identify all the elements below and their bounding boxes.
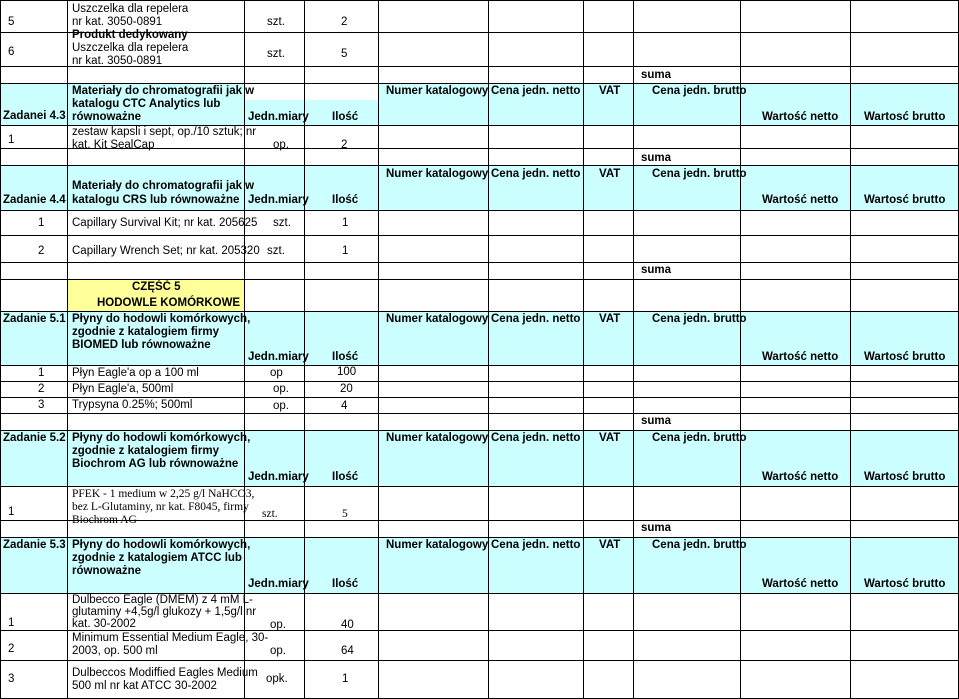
task52-item1: PFEK - 1 medium w 2,25 g/l NaHCO3, — [72, 488, 255, 500]
header-value-gross: Wartosć brutto — [864, 111, 946, 123]
header-qty: Ilość — [332, 194, 359, 206]
header-unit: Jedn.miary — [248, 351, 309, 363]
task53-item1-lp: 1 — [8, 617, 15, 629]
row5-qty: 2 — [341, 16, 348, 28]
task44-item2-unit: szt. — [267, 245, 285, 257]
header-catalog: Numer katalogowy — [386, 432, 489, 444]
task53-item1-desc-a: Dulbecco Eagle (DMEM) z 4 mM L- — [72, 594, 253, 606]
task53-label: Zadanie 5.3 — [3, 539, 66, 551]
suma-label: suma — [641, 264, 672, 276]
task52-item-qty: 5 — [342, 508, 348, 520]
task44-label: Zadanie 4.4 — [3, 194, 66, 206]
task53-item2-desc-b: 2003, op. 500 ml — [72, 645, 158, 657]
header-value-net: Wartość netto — [762, 351, 839, 363]
task53-item1-unit: op. — [270, 619, 286, 631]
task52-label: Zadanie 5.2 — [3, 432, 66, 444]
task51-item2-lp: 2 — [38, 383, 45, 395]
row6-lp: 6 — [8, 46, 15, 58]
header-catalog: Numer katalogowy — [386, 313, 489, 325]
task44-item1-qty: 1 — [342, 217, 349, 229]
task43-item-qty: 2 — [341, 139, 348, 151]
header-qty: Ilość — [332, 471, 359, 483]
task53-item2-unit: op. — [270, 645, 286, 657]
task44-title2: katalogu CRS lub równoważne — [72, 194, 240, 206]
suma-label: suma — [641, 415, 672, 427]
task43-item1: zestaw kapsli i sept, op./10 sztuk; nr — [72, 126, 257, 138]
task44-item1-unit: szt. — [273, 217, 291, 229]
task43-label: Zadanei 4.3 — [3, 110, 66, 122]
suma-label: suma — [641, 522, 672, 534]
header-unit-gross: Cena jedn. brutto — [652, 539, 747, 551]
task53-item3-qty: 1 — [342, 673, 349, 685]
task52-item-lp: 1 — [8, 506, 15, 518]
row6-desc2: nr kat. 3050-0891 — [72, 55, 163, 67]
task43-item-lp: 1 — [8, 134, 15, 146]
header-value-net: Wartość netto — [762, 111, 839, 123]
task51-item1-lp: 1 — [38, 367, 45, 379]
header-value-net: Wartość netto — [762, 578, 839, 590]
header-value-gross: Wartosć brutto — [864, 578, 946, 590]
header-vat: VAT — [599, 539, 621, 551]
header-vat: VAT — [599, 313, 621, 325]
task53-item3-unit: opk. — [266, 673, 288, 685]
header-unit: Jedn.miary — [248, 111, 309, 123]
header-qty: Ilość — [332, 351, 359, 363]
header-value-net: Wartość netto — [762, 194, 839, 206]
task43-title3: równoważne — [72, 111, 142, 123]
task52-item3: Biochrom AG — [72, 514, 137, 526]
task52-title3: Biochrom AG lub równoważne — [72, 458, 239, 470]
header-unit: Jedn.miary — [248, 471, 309, 483]
row5-lp: 5 — [8, 16, 15, 28]
header-unit-gross: Cena jedn. brutto — [652, 313, 747, 325]
header-vat: VAT — [599, 85, 621, 97]
suma-label: suma — [641, 152, 672, 164]
header-vat: VAT — [599, 168, 621, 180]
row6-unit: szt. — [267, 48, 285, 60]
task44-item1-desc: Capillary Survival Kit; nr kat. 205625 — [72, 217, 258, 229]
task43-item-unit: op. — [273, 139, 289, 151]
task43-title1: Materiały do chromatografii jak w — [72, 85, 255, 97]
task43-item2: kat. Kit SealCap — [72, 139, 155, 151]
task44-item2-desc: Capillary Wrench Set; nr kat. 205320 — [72, 245, 260, 257]
header-value-net: Wartość netto — [762, 471, 839, 483]
header-qty: Ilość — [332, 111, 359, 123]
header-unit-gross: Cena jedn. brutto — [652, 168, 747, 180]
header-qty: Ilość — [332, 578, 359, 590]
task51-item1-desc: Płyn Eagle'a op a 100 ml — [72, 367, 199, 379]
task51-item1-qty: 100 — [337, 366, 357, 378]
task52-item2: bez L-Glutaminy, nr kat. F8045, firmy — [72, 501, 249, 513]
header-catalog: Numer katalogowy — [386, 539, 489, 551]
task53-item2-lp: 2 — [8, 643, 15, 655]
row5-desc2: nr kat. 3050-0891 — [72, 16, 163, 28]
task52-title1: Płyny do hodowli komórkowych, — [72, 432, 251, 444]
task51-item3-lp: 3 — [38, 399, 45, 411]
task44-item2-qty: 1 — [342, 245, 349, 257]
header-unit: Jedn.miary — [248, 194, 309, 206]
task44-title1: Materiały do chromatografii jak w — [72, 180, 255, 192]
header-catalog: Numer katalogowy — [386, 168, 489, 180]
task51-title3: BIOMED lub równoważne — [72, 339, 211, 351]
header-value-gross: Wartosć brutto — [864, 471, 946, 483]
row6-qty: 5 — [341, 48, 348, 60]
task44-item1-lp: 1 — [38, 217, 45, 229]
header-catalog: Numer katalogowy — [386, 85, 489, 97]
row5-unit: szt. — [267, 16, 285, 28]
dedicated-note: Produkt dedykowany — [72, 29, 188, 41]
task52-item-unit: szt. — [262, 508, 278, 520]
header-unit-net: Cena jedn. netto — [491, 85, 581, 97]
task53-item2-desc-a: Minimum Essential Medium Eagle, 30- — [72, 632, 269, 644]
task52-title2: zgodnie z katalogiem firmy — [72, 445, 219, 457]
header-unit-net: Cena jedn. netto — [491, 432, 581, 444]
task51-item3-unit: op. — [273, 400, 289, 412]
part5-title: CZĘŚĆ 5 — [132, 281, 181, 293]
task53-item1-desc-b: glutaminy +4,5g/l glukozy + 1,5g/l nr — [72, 606, 257, 618]
header-unit: Jedn.miary — [248, 578, 309, 590]
header-value-gross: Wartosć brutto — [864, 194, 946, 206]
header-unit-gross: Cena jedn. brutto — [652, 85, 747, 97]
header-unit-net: Cena jedn. netto — [491, 168, 581, 180]
task51-title1: Płyny do hodowli komórkowych, — [72, 313, 251, 325]
task53-item1-desc-c: kat. 30-2002 — [72, 618, 136, 630]
task53-title3: równoważne — [72, 565, 142, 577]
row5-desc1: Uszczelka dla repelera — [72, 3, 189, 15]
task53-item2-qty: 64 — [341, 645, 354, 657]
header-unit-net: Cena jedn. netto — [491, 539, 581, 551]
task51-label: Zadanie 5.1 — [3, 313, 66, 325]
header-vat: VAT — [599, 432, 621, 444]
task51-item2-qty: 20 — [340, 383, 353, 395]
row6-desc1: Uszczelka dla repelera — [72, 42, 189, 54]
task53-title2: zgodnie z katalogiem ATCC lub — [72, 552, 242, 564]
task53-item1-qty: 40 — [341, 619, 354, 631]
header-unit-gross: Cena jedn. brutto — [652, 432, 747, 444]
task53-item3-desc-b: 500 ml nr kat ATCC 30-2002 — [72, 680, 217, 692]
task44-item2-lp: 2 — [38, 245, 45, 257]
task51-item1-unit: op — [270, 367, 283, 379]
part5-subtitle: HODOWLE KOMÓRKOWE — [97, 297, 241, 309]
task43-title2: katalogu CTC Analytics lub — [72, 98, 221, 110]
task51-item2-unit: op. — [273, 383, 289, 395]
task51-item3-qty: 4 — [341, 400, 348, 412]
task53-item3-desc-a: Dulbeccos Modiffied Eagles Medium — [72, 667, 258, 679]
task53-title1: Płyny do hodowli komórkowych, — [72, 539, 251, 551]
task51-title2: zgodnie z katalogiem firmy — [72, 326, 219, 338]
task51-item3-desc: Trypsyna 0.25%; 500ml — [72, 399, 193, 411]
suma-label: suma — [641, 69, 672, 81]
header-value-gross: Wartosć brutto — [864, 351, 946, 363]
header-unit-net: Cena jedn. netto — [491, 313, 581, 325]
task53-item3-lp: 3 — [8, 673, 15, 685]
task51-item2-desc: Płyn Eagle'a, 500ml — [72, 383, 174, 395]
